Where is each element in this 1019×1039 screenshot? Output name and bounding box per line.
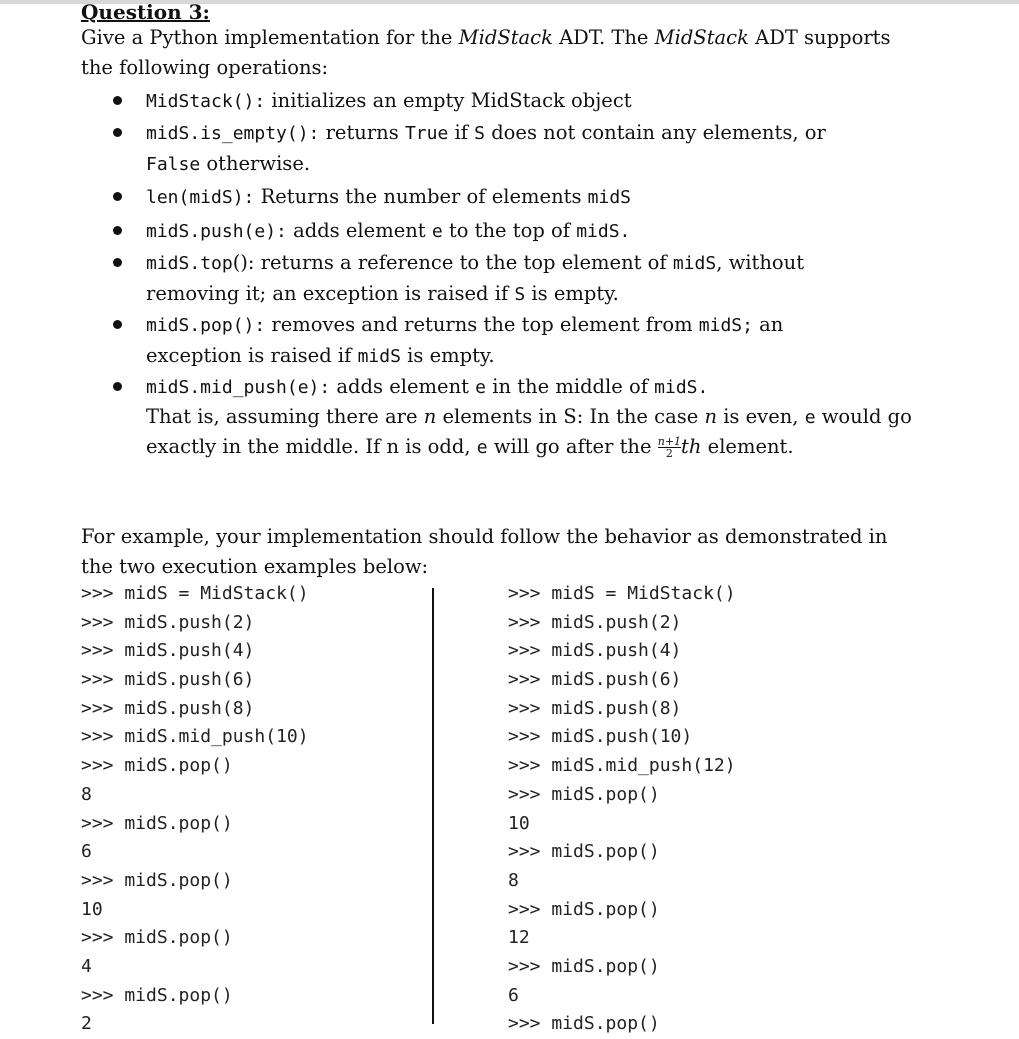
code-line: 2 xyxy=(81,1013,92,1035)
op-is-empty: midS.is_empty(): returns True if S does not contain any elements, or xyxy=(146,121,826,144)
code-line: 8 xyxy=(81,783,92,805)
bullet-icon xyxy=(113,96,122,105)
code-line: >>> midS.push(6) xyxy=(81,669,255,691)
column-divider xyxy=(432,588,434,1024)
code-line: >>> midS.push(8) xyxy=(508,697,682,719)
bullet-icon xyxy=(113,192,122,201)
bullet-icon xyxy=(113,258,122,267)
code-line: >>> midS.mid_push(10) xyxy=(81,726,309,748)
code-line: 8 xyxy=(508,869,519,891)
op-push: midS.push(e): adds element e to the top of midS. xyxy=(146,219,631,242)
example-line-1: For example, your implementation should follow the behavior as demonstrated in xyxy=(81,525,888,548)
code-line: >>> midS = MidStack() xyxy=(81,583,309,604)
code-line: >>> midS.push(4) xyxy=(508,640,682,662)
op-top: midS.top(): returns a reference to the top element of midS, without xyxy=(146,251,805,274)
code-example-right xyxy=(508,580,736,1039)
code-example-left xyxy=(81,580,309,1039)
bullet-icon xyxy=(113,226,122,235)
code-line: >>> midS.push(10) xyxy=(508,726,693,748)
code-line: >>> midS.push(2) xyxy=(508,611,682,633)
bullet-icon xyxy=(113,382,122,391)
code-line: >>> midS.mid_push(12) xyxy=(508,755,736,777)
fraction: $\frac{n+1}{2}$ xyxy=(657,435,682,460)
code-line: >>> midS.push(6) xyxy=(508,669,682,691)
code-line: >>> midS = MidStack() xyxy=(508,583,736,604)
code-line: >>> midS.pop() xyxy=(508,841,660,863)
code-line: >>> midS.push(8) xyxy=(81,697,255,719)
code-line: >>> midS.pop() xyxy=(81,927,233,949)
op-pop: midS.pop(): removes and returns the top element from midS; an xyxy=(146,313,784,336)
code-line: >>> midS.pop() xyxy=(508,955,660,977)
code-line: 4 xyxy=(81,955,92,977)
op-mid-push-line3: exactly in the middle. If n is odd, e will go after the $\frac{n+1}{2}$ th element. xyxy=(146,435,794,460)
code-line: 6 xyxy=(81,841,92,863)
code-line: 12 xyxy=(508,927,530,949)
code-line: >>> midS.push(2) xyxy=(81,611,255,633)
code-line: 10 xyxy=(81,898,103,920)
op-mid-push: midS.mid_push(e): adds element e in the middle of midS. xyxy=(146,375,709,398)
code-line: >>> midS.pop() xyxy=(81,755,233,777)
example-line-2: the two execution examples below: xyxy=(81,555,429,578)
code-line: 10 xyxy=(508,812,530,834)
intro-line-2: the following operations: xyxy=(81,56,329,79)
intro-line-1: Give a Python implementation for the MidStack ADT. The MidStack ADT supports xyxy=(81,26,891,49)
code-line: 6 xyxy=(508,984,519,1006)
op-mid-push-line2: That is, assuming there are n elements in S: In the case n is even, e would go xyxy=(146,405,912,428)
code-line: >>> midS.pop() xyxy=(81,812,233,834)
code-line: >>> midS.pop() xyxy=(508,1013,660,1035)
op-init: MidStack(): initializes an empty MidStack object xyxy=(146,89,632,112)
op-top-cont: removing it; an exception is raised if S is empty. xyxy=(146,282,619,305)
question-heading: Question 3: xyxy=(81,0,210,24)
bullet-icon xyxy=(113,128,122,137)
op-len: len(midS): Returns the number of elements midS xyxy=(146,185,632,208)
op-pop-cont: exception is raised if midS is empty. xyxy=(146,344,495,367)
code-line: >>> midS.pop() xyxy=(81,869,233,891)
code-line: >>> midS.pop() xyxy=(508,898,660,920)
op-is-empty-cont: False otherwise. xyxy=(146,152,311,175)
code-line: >>> midS.pop() xyxy=(508,783,660,805)
code-line: >>> midS.push(4) xyxy=(81,640,255,662)
bullet-icon xyxy=(113,320,122,329)
code-line: >>> midS.pop() xyxy=(81,984,233,1006)
